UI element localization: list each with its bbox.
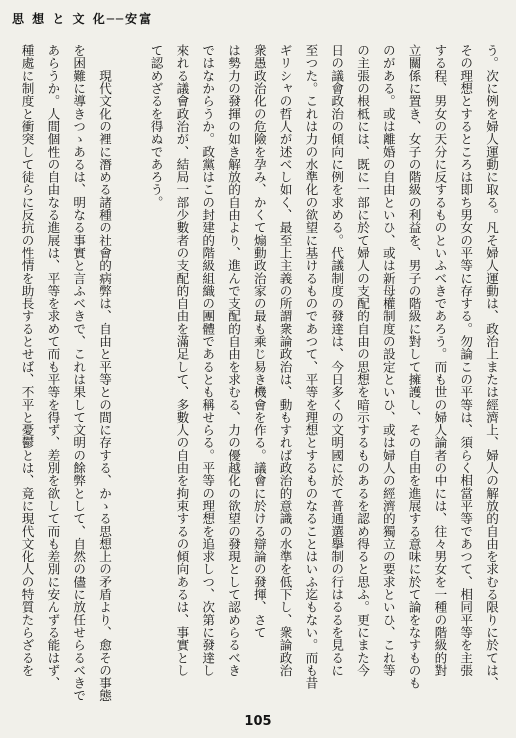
text-column: 種處に制度と衝突して徒らに反抗の性情を助長するとせば、不平と憂鬱とは、竟に現代文化人の特質たらざるを <box>19 44 35 677</box>
page-number: 105 <box>244 714 272 729</box>
vertical-body-text <box>12 44 502 712</box>
text-column: のがある。或は離婚の自由といひ、或は新母權制度の設定といひ、或は婦人の經濟的獨立の要求といひ、これ等 <box>380 44 396 677</box>
text-column <box>119 44 141 712</box>
text-column: ギリシャの哲人が述べし如く、最至上主義の所謂衆論政治は、動もすれば政治的意識の水準を低下し、衆論政治 <box>277 44 293 677</box>
text-column: て認めざるを得ぬであろう。 <box>148 44 164 209</box>
text-column: その理想とするところは即ち男女の平等に存する。勿論この平等は、須らく相當平等であつて、相同平等を主張 <box>458 44 474 677</box>
text-column: 立關係に置き、女子の階級の利益を、男子の階級に對して擁護し、その自由を進展する意味に於て論をなすものも <box>406 44 422 690</box>
running-head: 思 想 と 文 化──安富 <box>12 12 154 26</box>
text-column: 現代文化の裡に潛める諸種の社會的病弊は、自由と平等との間に存する、かゝる思想上の矛盾より、愈その事態 <box>97 44 112 702</box>
text-column: の主張の根柢には、既に一部に於て婦人の支配的自由の思想を暗示するものあるを認め得ると思ふ。更にまた今 <box>355 44 370 677</box>
text-column: 日の議會政治の傾向に例を求める。代議制度の發達は、今日多くの文明國に於て普通選擧制の行はるるを見るに <box>329 44 345 677</box>
text-column: う。次に例を婦人運動に取る。凡そ婦人運動は、政治上または經濟上、婦人の解放的自由を求むる限りに於ては、 <box>484 44 499 690</box>
text-column: 衆愚政治化の危險を孕み、かくて煽動政治家の最も乘じ易き機會を作る。議會に於ける辯論の發揮、さて <box>251 44 267 639</box>
text-column: 來れる議會政治が、結局一部少數者の支配的自由を滿足して、多數人の自由を拘束するの傾向あるは、事實とし <box>174 44 190 677</box>
text-column: する程、男女の天分に反するものといふべきであろう。而も世の婦人論者の中には、往々男女を一種の階級的對 <box>432 44 448 677</box>
text-column: ではなからうか。政黨はこの封建的階級組織の團體であるとも稱せらる。平等の理想を追求しつ、次第に發達し <box>200 44 216 677</box>
text-column: は勢力の發揮の如き解放的自由より、進んで支配的自由を求むる、力の優越化の欲望の發現として認めらるべき <box>226 44 241 677</box>
text-column: 至つた。これは力の水準化の欲望に基けるものであつて、平等を理想とするものなることはいふ迄もない。而も昔 <box>303 44 319 690</box>
text-column: あらうか。人間個性の自由なる進展は、平等を求めて而も平等を得ず、差別を欲して而も差別に安んずる能はず、 <box>45 44 61 690</box>
text-column: を困難に導きつゝあるは、明なる事實と言ふべきで、これは果して文明の餘弊として、自然の儘に放任せらるべきで <box>71 44 87 702</box>
